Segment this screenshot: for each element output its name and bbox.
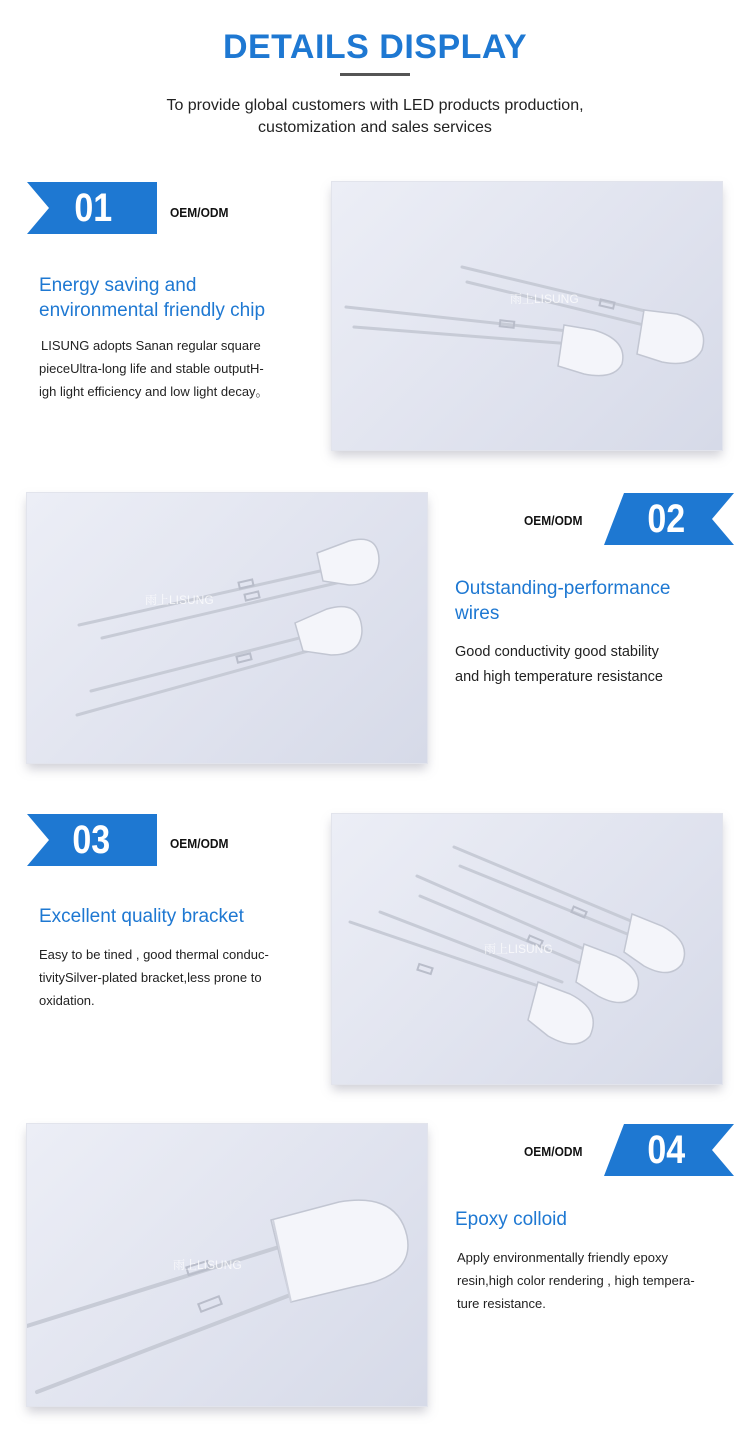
photo-watermark: 雨上LISUNG — [145, 593, 214, 607]
section-heading — [455, 576, 735, 626]
section-badge-01 — [27, 182, 157, 234]
section-description — [457, 1246, 742, 1315]
led-illustration — [332, 182, 722, 450]
heading-line-2: wires — [455, 603, 500, 624]
section-heading — [39, 904, 329, 929]
product-photo-led-pair — [332, 182, 722, 450]
oem-odm-label: OEM/ODM — [170, 836, 229, 851]
photo-watermark: 雨上LISUNG — [484, 942, 553, 956]
section-number: 01 — [74, 186, 113, 230]
section-description — [39, 943, 309, 1012]
heading-line-1: Epoxy colloid — [455, 1209, 567, 1230]
oem-odm-label: OEM/ODM — [524, 1144, 583, 1159]
title-underline — [340, 73, 410, 76]
led-illustration — [27, 493, 427, 763]
section-number: 03 — [72, 818, 111, 862]
desc-line-2: tivitySilver-plated bracket,less prone to — [39, 970, 262, 985]
page-title: DETAILS DISPLAY — [222, 28, 528, 66]
photo-watermark: 雨上LISUNG — [173, 1258, 242, 1272]
product-photo-led-closeup — [27, 1124, 427, 1406]
product-photo-led-wires — [27, 493, 427, 763]
heading-line-1: Outstanding-performance — [455, 578, 671, 599]
oem-odm-label: OEM/ODM — [524, 513, 583, 528]
heading-line-2: environmental friendly chip — [39, 300, 266, 321]
section-badge-03 — [27, 814, 157, 866]
desc-line-3: oxidation. — [39, 993, 95, 1008]
photo-watermark: 雨上LISUNG — [510, 292, 579, 306]
desc-line-2: pieceUltra-long life and stable outputH- — [39, 361, 264, 376]
section-badge-04 — [604, 1124, 734, 1176]
desc-line-1: Good conductivity good stability — [455, 644, 659, 660]
subtitle-line-2: customization and sales services — [258, 119, 492, 136]
section-heading — [455, 1207, 735, 1232]
desc-line-3: ture resistance. — [457, 1296, 546, 1311]
section-number: 04 — [647, 1128, 686, 1172]
desc-line-1: LISUNG adopts Sanan regular square — [41, 338, 261, 353]
section-heading — [39, 273, 329, 323]
oem-odm-label: OEM/ODM — [170, 205, 229, 220]
page-subtitle — [0, 95, 750, 139]
desc-line-3: igh light efficiency and low light decay。 — [39, 384, 269, 399]
desc-line-1: Apply environmentally friendly epoxy — [457, 1250, 668, 1265]
desc-line-1: Easy to be tined , good thermal conduc- — [39, 947, 269, 962]
heading-line-1: Excellent quality bracket — [39, 906, 244, 927]
product-photo-led-trio — [332, 814, 722, 1084]
section-badge-02 — [604, 493, 734, 545]
desc-line-2: resin,high color rendering , high tempera- — [457, 1273, 695, 1288]
section-description — [39, 334, 309, 403]
heading-line-1: Energy saving and — [39, 275, 197, 296]
subtitle-line-1: To provide global customers with LED products production, — [166, 97, 584, 114]
section-description — [455, 640, 735, 690]
desc-line-2: and high temperature resistance — [455, 669, 663, 685]
section-number: 02 — [647, 497, 686, 541]
